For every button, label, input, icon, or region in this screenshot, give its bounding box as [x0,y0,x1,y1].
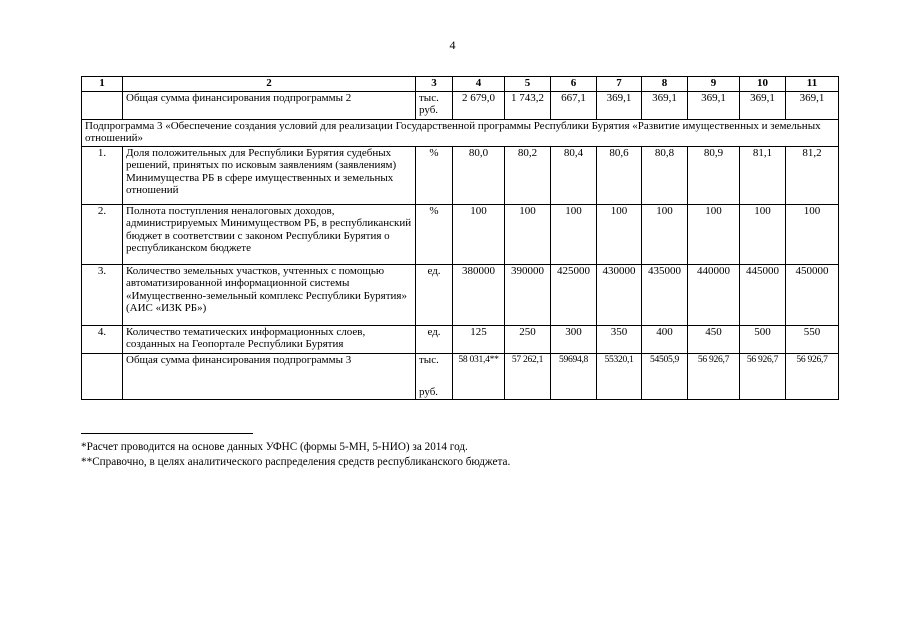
value-cell: 300 [551,326,597,354]
value-cell: 550 [786,326,839,354]
value-cell: 369,1 [597,92,642,120]
table-row [82,265,839,326]
value-cell: 390000 [505,265,551,326]
unit-cell: % [416,205,453,265]
subprogram-title: Подпрограмма 3 «Обеспечение создания условий для реализации Государственной программы Республики Бурятия «Развитие имущественных и земельных отношений» [82,120,839,147]
value-cell: 57 262,1 [505,354,551,400]
value-cell: 80,4 [551,147,597,205]
value-cell: 100 [786,205,839,265]
value-cell: 440000 [688,265,740,326]
indicator-name: Доля положительных для Республики Бурятия судебных решений, принятых по исковым заявлениям (заявлениям) Минимущества РБ в сфере имущественных и земельных отношений [123,147,416,205]
value-cell: 56 926,7 [740,354,786,400]
row-number: 4. [82,326,123,354]
value-cell: 430000 [597,265,642,326]
row-number: 2. [82,205,123,265]
sum-label: Общая сумма финансирования подпрограммы 2 [123,92,416,120]
header-cell: 2 [123,77,416,92]
value-cell: 425000 [551,265,597,326]
value-cell: 100 [642,205,688,265]
header-row [82,77,839,92]
value-cell: 81,1 [740,147,786,205]
indicator-name: Полнота поступления неналоговых доходов, администрируемых Минимуществом РБ, в республиканский бюджет в соответствии с законом Республики Бурятия о республиканском бюджете [123,205,416,265]
value-cell: 58 031,4** [453,354,505,400]
value-cell: 250 [505,326,551,354]
page-number: 4 [449,38,456,52]
sum-row-subprogram-3 [82,354,839,400]
value-cell: 1 743,2 [505,92,551,120]
value-cell: 54505,9 [642,354,688,400]
header-cell: 9 [688,77,740,92]
value-cell: 59694,8 [551,354,597,400]
value-cell: 445000 [740,265,786,326]
header-cell: 3 [416,77,453,92]
value-cell: 100 [740,205,786,265]
value-cell: 80,6 [597,147,642,205]
header-cell: 7 [597,77,642,92]
unit-cell: тыс. руб. [416,354,453,400]
value-cell: 80,0 [453,147,505,205]
value-cell: 369,1 [688,92,740,120]
value-cell: 350 [597,326,642,354]
value-cell: 56 926,7 [786,354,839,400]
sum-row-subprogram-2 [82,92,839,120]
value-cell: 2 679,0 [453,92,505,120]
footnote-divider [81,433,253,434]
unit-cell: % [416,147,453,205]
value-cell: 80,9 [688,147,740,205]
value-cell: 100 [551,205,597,265]
header-cell: 1 [82,77,123,92]
value-cell: 435000 [642,265,688,326]
value-cell: 369,1 [786,92,839,120]
value-cell: 500 [740,326,786,354]
value-cell: 80,8 [642,147,688,205]
footnote-2: **Справочно, в целях аналитического распределения средств республиканского бюджета. [81,456,511,468]
table-row [82,147,839,205]
row-number: 1. [82,147,123,205]
value-cell: 369,1 [740,92,786,120]
unit-cell: ед. [416,265,453,326]
table-row [82,205,839,265]
sum-label: Общая сумма финансирования подпрограммы 3 [123,354,416,400]
value-cell: 125 [453,326,505,354]
header-cell: 11 [786,77,839,92]
value-cell: 400 [642,326,688,354]
value-cell: 380000 [453,265,505,326]
value-cell: 100 [688,205,740,265]
header-cell: 6 [551,77,597,92]
header-cell: 8 [642,77,688,92]
footnotes [81,440,510,470]
unit-cell: ед. [416,326,453,354]
value-cell: 55320,1 [597,354,642,400]
indicators-table [81,76,839,400]
value-cell: 450 [688,326,740,354]
indicator-name: Количество земельных участков, учтенных с помощью автоматизированной информационной системы «Имущественно-земельный комплекс Республики Бурятия» (АИС «ИЗК РБ») [123,265,416,326]
subprogram-3-title-row [82,120,839,147]
footnote-1: *Расчет проводится на основе данных УФНС (формы 5-МН, 5-НИО) за 2014 год. [81,441,468,453]
value-cell: 100 [453,205,505,265]
header-cell: 4 [453,77,505,92]
indicator-name: Количество тематических информационных слоев, созданных на Геопортале Республики Бурятия [123,326,416,354]
value-cell: 81,2 [786,147,839,205]
header-cell: 5 [505,77,551,92]
value-cell: 667,1 [551,92,597,120]
row-number: 3. [82,265,123,326]
value-cell: 80,2 [505,147,551,205]
table-row [82,326,839,354]
unit-cell: тыс. руб. [416,92,453,120]
value-cell: 369,1 [642,92,688,120]
value-cell: 450000 [786,265,839,326]
value-cell: 100 [505,205,551,265]
header-cell: 10 [740,77,786,92]
value-cell: 100 [597,205,642,265]
value-cell: 56 926,7 [688,354,740,400]
